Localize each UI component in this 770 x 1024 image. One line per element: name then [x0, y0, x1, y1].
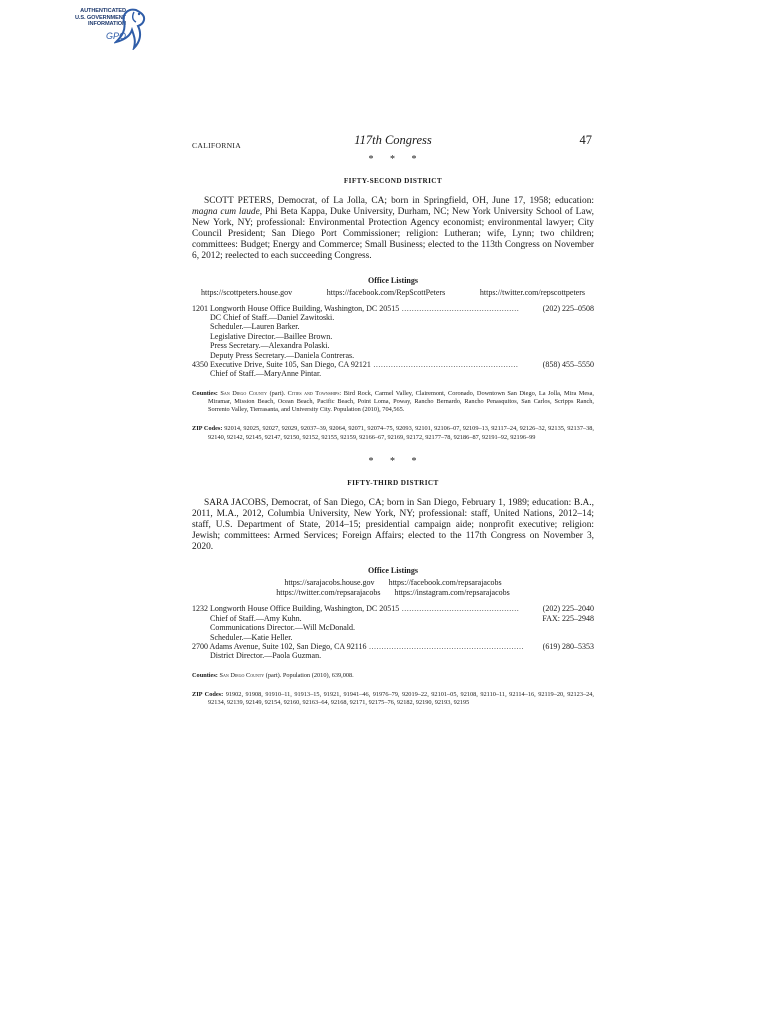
- office-phone: (202) 225–0508: [542, 303, 594, 313]
- zip-block: [192, 425, 594, 441]
- counties-part: (part).: [267, 389, 288, 397]
- counties-label: Counties:: [192, 389, 218, 397]
- office-address: [192, 642, 533, 651]
- county-name: San Diego County: [220, 389, 268, 397]
- section-separator: * * *: [368, 455, 424, 467]
- counties-text: [192, 672, 594, 680]
- logo-gpo: GPO: [106, 31, 127, 41]
- office-list: [192, 304, 594, 379]
- member-bio: [192, 498, 594, 553]
- website-link[interactable]: https://sarajacobs.house.gov: [284, 578, 375, 588]
- member-bio: [192, 196, 594, 263]
- staff-list: [192, 651, 594, 660]
- running-head: [192, 130, 594, 152]
- eagle-icon: [114, 6, 148, 50]
- county-name: San Diego County: [219, 671, 265, 679]
- office-list: [192, 604, 594, 660]
- office-entry: [192, 304, 594, 313]
- zip-text: [192, 425, 594, 441]
- cities-label: Cities and Townships: [287, 389, 340, 397]
- logo-line-3: INFORMATION: [88, 21, 126, 28]
- office-links: [192, 578, 594, 588]
- staff-list: [192, 369, 594, 378]
- bio-text: , Democrat, of La Jolla, CA; born in Springfield, OH, June 17, 1958; education:: [271, 196, 594, 206]
- counties-label: Counties:: [192, 671, 218, 679]
- twitter-link[interactable]: https://twitter.com/repscottpeters: [479, 287, 585, 297]
- staff-entry: Communications Director.—Will McDonald.: [210, 623, 355, 633]
- zip-block: [192, 691, 594, 707]
- bio-text-continued: , Phi Beta Kappa, Duke University, Durham, NC; New York University School of Law, New York, NY; professional: Environmental Protection Agency economist; environmental lawyer; City Council President; San Diego Port Commissioner; religion: Lutheran; wife, Lynn; two children; committees: Budget; Energy and Commerce; Small Business; elected to the 113th Congress on November 6, 2012; reelected to each succeeding Congress.: [192, 207, 595, 262]
- dot-leader: ...............................................: [399, 303, 520, 313]
- facebook-link[interactable]: https://facebook.com/RepScottPeters: [326, 287, 446, 297]
- office-phone: (619) 280–5353: [542, 641, 594, 651]
- instagram-link[interactable]: https://instagram.com/repsarajacobs: [394, 588, 510, 598]
- district-heading: FIFTY-SECOND DISTRICT: [343, 177, 443, 185]
- logo-line-1: AUTHENTICATED: [80, 8, 126, 14]
- staff-entry: Chief of Staff.—Amy Kuhn.: [210, 613, 302, 623]
- staff-entry: District Director.—Paola Guzman.: [210, 651, 322, 661]
- staff-list: [192, 623, 594, 642]
- zip-label: ZIP Codes:: [192, 425, 223, 433]
- zip-codes: 91902, 91908, 91910–11, 91913–15, 91921, 91941–46, 91976–79, 92019–22, 92101–05, 92108, 92110–11, 92114–16, 92119–20, 92123–24, 92134, 92139, 92149, 92154, 92160, 92163–64, 92168, 92171, 92175–76, 92182, 92190, 92193, 92195: [208, 690, 594, 707]
- member-name: SCOTT PETERS: [204, 196, 272, 206]
- office-entry: [192, 604, 594, 613]
- facebook-link[interactable]: https://facebook.com/repsarajacobs: [388, 578, 502, 588]
- section-separator: * * *: [368, 154, 424, 165]
- office-phone: (202) 225–2040: [542, 604, 594, 614]
- office-address: [192, 360, 533, 369]
- logo-line-2: U.S. GOVERNMENT: [74, 14, 126, 21]
- counties-block: [192, 672, 594, 680]
- office-address-text: 2700 Adams Avenue, Suite 102, San Diego, CA 92116: [192, 641, 367, 651]
- cities-list: : Bird Rock, Carmel Valley, Clairemont, Coronado, Downtown San Diego, La Jolla, Mira Mesa, Miramar, Mission Beach, Ocean Beach, Pacific Beach, Point Loma, Poway, Rancho Bernardo, Rancho Penasquitos, San Carlos, Scripps Ranch, Sorrento Valley, Tierrasanta, and University City. Population (2010), 704,565.: [208, 389, 594, 414]
- office-listings-title: Office Listings: [368, 275, 418, 285]
- counties-part: (part). Population (2010), 639,008.: [264, 671, 354, 679]
- gpo-authentication-logo: [62, 6, 148, 50]
- counties-text: [192, 390, 594, 415]
- office-address-text: 1232 Longworth House Office Building, Washington, DC 20515: [192, 604, 400, 614]
- staff-entry: Scheduler.—Katie Heller.: [210, 632, 293, 642]
- header-state: CALIFORNIA: [192, 141, 241, 150]
- staff-list: [192, 313, 594, 360]
- office-listings-title: Office Listings: [368, 566, 418, 576]
- office-fax: FAX: 225–2948: [542, 613, 594, 623]
- office-entry: [192, 360, 594, 369]
- zip-label: ZIP Codes:: [192, 690, 224, 698]
- twitter-link[interactable]: https://twitter.com/repsarajacobs: [276, 588, 381, 598]
- dot-leader: ...............................................: [399, 604, 520, 614]
- bio-italic: magna cum laude: [192, 207, 260, 218]
- staff-entry: Scheduler.—Lauren Barker.: [210, 322, 300, 332]
- staff-entry: DC Chief of Staff.—Daniel Zawitoski.: [210, 312, 335, 322]
- office-address-text: 4350 Executive Drive, Suite 105, San Diego, CA 92121: [192, 360, 371, 369]
- bio-text: , Democrat, of San Diego, CA; born in San Diego, February 1, 1989; education: B.A., 2011, M.A., 2012, Columbia University, New York, NY; professional: staff, United Nations, 2012–14; staff, U.S. Department of State, 2014–15; presidential campaign aide; nonprofit executive; religion: Jewish; committees: Armed Services; Foreign Affairs; elected to the 117th Congress on November 3, 2020.: [192, 497, 594, 553]
- counties-block: [192, 390, 594, 415]
- member-name: SARA JACOBS: [204, 497, 267, 508]
- office-phone: (858) 455–5550: [542, 360, 594, 369]
- page-number: 47: [579, 133, 592, 147]
- zip-codes: 92014, 92025, 92027, 92029, 92037–39, 92064, 92071, 92074–75, 92093, 92101, 92106–07, 92109–13, 92117–24, 92126–32, 92135, 92137–38, 92140, 92142, 92145, 92147, 92150, 92152, 92155, 92159, 92166–67, 92169, 92172, 92177–78, 92186–87, 92191–92, 92196–99: [208, 425, 595, 441]
- staff-entry: Legislative Director.—Baillee Brown.: [210, 331, 333, 341]
- staff-entry: Chief of Staff.—MaryAnne Pintar.: [210, 369, 322, 379]
- district-heading: FIFTY-THIRD DISTRICT: [347, 478, 439, 487]
- dot-leader: ..........................................................: [370, 360, 519, 369]
- website-link[interactable]: https://scottpeters.house.gov: [201, 287, 293, 297]
- office-address: [192, 304, 533, 313]
- staff-entry: Deputy Press Secretary.—Daniela Contreras.: [210, 350, 355, 360]
- office-address-text: 1201 Longworth House Office Building, Washington, DC 20515: [192, 303, 400, 313]
- office-entry-fax: [192, 614, 594, 623]
- zip-text: [192, 691, 594, 707]
- office-address: [192, 604, 533, 613]
- header-title: 117th Congress: [354, 133, 432, 147]
- staff-entry: Press Secretary.—Alexandra Polaski.: [210, 341, 330, 351]
- office-links: [192, 288, 594, 298]
- document-page: [192, 130, 594, 707]
- office-entry: [192, 642, 594, 651]
- dot-leader: ..............................................................: [366, 641, 524, 651]
- office-links: [192, 588, 594, 598]
